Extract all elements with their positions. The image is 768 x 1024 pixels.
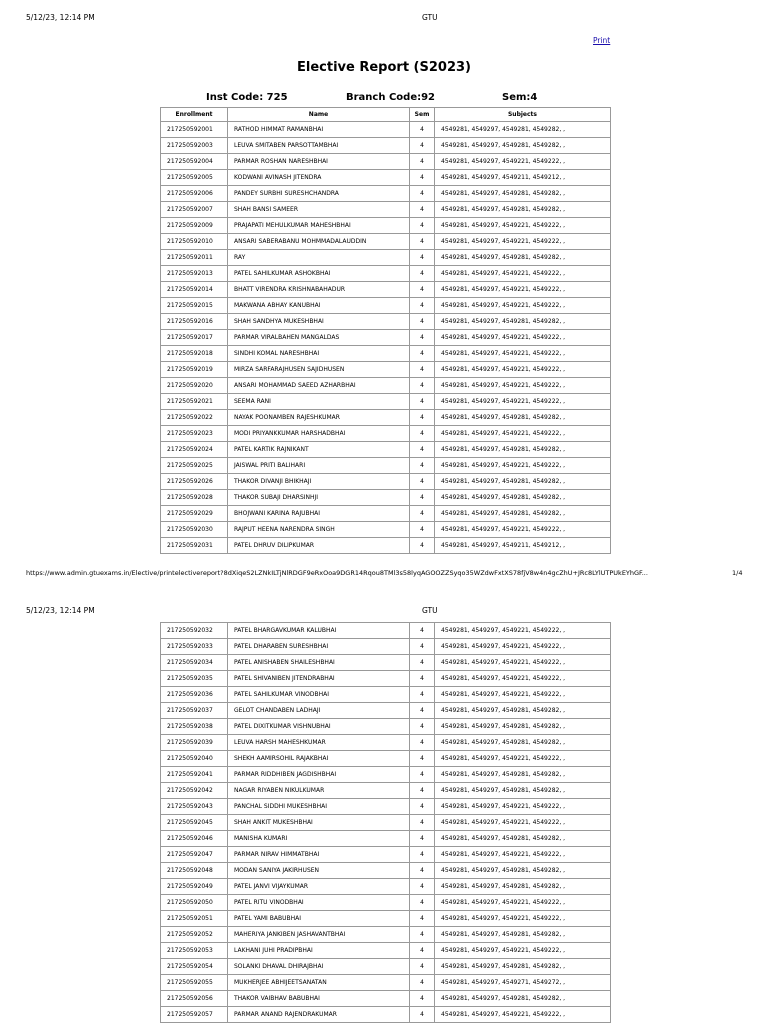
enrollment-cell: 217250592007 bbox=[161, 202, 228, 218]
table-row bbox=[161, 362, 611, 378]
name-cell: PARMAR NIRAV HIMMATBHAI bbox=[228, 847, 410, 863]
name-cell: SINDHI KOMAL NARESHBHAI bbox=[228, 346, 410, 362]
enrollment-cell: 217250592029 bbox=[161, 506, 228, 522]
enrollment-cell: 217250592056 bbox=[161, 991, 228, 1007]
name-cell: ANSARI MOHAMMAD SAEED AZHARBHAI bbox=[228, 378, 410, 394]
table-row bbox=[161, 767, 611, 783]
sem-cell: 4 bbox=[410, 991, 435, 1007]
subjects-cell: 4549281, 4549297, 4549281, 4549282, , bbox=[435, 783, 611, 799]
name-cell: MUKHERJEE ABHIJEETSANATAN bbox=[228, 975, 410, 991]
subjects-cell: 4549281, 4549297, 4549281, 4549282, , bbox=[435, 703, 611, 719]
sem-cell: 4 bbox=[410, 831, 435, 847]
table-row bbox=[161, 719, 611, 735]
name-cell: PARMAR ROSHAN NARESHBHAI bbox=[228, 154, 410, 170]
table-row bbox=[161, 911, 611, 927]
table-row bbox=[161, 138, 611, 154]
subjects-cell: 4549281, 4549297, 4549281, 4549282, , bbox=[435, 767, 611, 783]
name-cell: MODI PRIYANKKUMAR HARSHADBHAI bbox=[228, 426, 410, 442]
sem-cell: 4 bbox=[410, 282, 435, 298]
sem-cell: 4 bbox=[410, 895, 435, 911]
site-title: GTU bbox=[422, 13, 438, 22]
enrollment-cell: 217250592034 bbox=[161, 655, 228, 671]
table-row bbox=[161, 623, 611, 639]
sem-cell: 4 bbox=[410, 362, 435, 378]
table-row bbox=[161, 671, 611, 687]
sem-cell: 4 bbox=[410, 186, 435, 202]
sem-cell: 4 bbox=[410, 426, 435, 442]
sem-cell: 4 bbox=[410, 927, 435, 943]
name-cell: PATEL DIXITKUMAR VISHNUBHAI bbox=[228, 719, 410, 735]
enrollment-cell: 217250592021 bbox=[161, 394, 228, 410]
sem-cell: 4 bbox=[410, 138, 435, 154]
sem-cell: 4 bbox=[410, 506, 435, 522]
enrollment-cell: 217250592011 bbox=[161, 250, 228, 266]
sem-cell: 4 bbox=[410, 799, 435, 815]
table-row bbox=[161, 186, 611, 202]
name-cell: PATEL SAHILKUMAR VINODBHAI bbox=[228, 687, 410, 703]
enrollment-cell: 217250592054 bbox=[161, 959, 228, 975]
subjects-cell: 4549281, 4549297, 4549281, 4549282, , bbox=[435, 202, 611, 218]
table-row bbox=[161, 687, 611, 703]
enrollment-cell: 217250592009 bbox=[161, 218, 228, 234]
name-cell: MIRZA SARFARAJHUSEN SAJIDHUSEN bbox=[228, 362, 410, 378]
subjects-cell: 4549281, 4549297, 4549281, 4549282, , bbox=[435, 991, 611, 1007]
enrollment-cell: 217250592003 bbox=[161, 138, 228, 154]
subjects-cell: 4549281, 4549297, 4549221, 4549222, , bbox=[435, 1007, 611, 1023]
table-row bbox=[161, 959, 611, 975]
enrollment-cell: 217250592022 bbox=[161, 410, 228, 426]
subjects-cell: 4549281, 4549297, 4549221, 4549222, , bbox=[435, 815, 611, 831]
sem-cell: 4 bbox=[410, 170, 435, 186]
enrollment-cell: 217250592038 bbox=[161, 719, 228, 735]
name-cell: LEUVA SMITABEN PARSOTTAMBHAI bbox=[228, 138, 410, 154]
sem-cell: 4 bbox=[410, 490, 435, 506]
enrollment-cell: 217250592039 bbox=[161, 735, 228, 751]
subjects-cell: 4549281, 4549297, 4549221, 4549222, , bbox=[435, 639, 611, 655]
subjects-cell: 4549281, 4549297, 4549281, 4549282, , bbox=[435, 506, 611, 522]
name-cell: SHAH SANDHYA MUKESHBHAI bbox=[228, 314, 410, 330]
page-header bbox=[0, 13, 768, 27]
enrollment-cell: 217250592030 bbox=[161, 522, 228, 538]
enrollment-cell: 217250592015 bbox=[161, 298, 228, 314]
name-cell: PATEL DHRUV DILIPKUMAR bbox=[228, 538, 410, 554]
table-row bbox=[161, 330, 611, 346]
enrollment-cell: 217250592001 bbox=[161, 122, 228, 138]
enrollment-cell: 217250592019 bbox=[161, 362, 228, 378]
name-cell: RAY bbox=[228, 250, 410, 266]
subjects-cell: 4549281, 4549297, 4549281, 4549282, , bbox=[435, 831, 611, 847]
enrollment-cell: 217250592040 bbox=[161, 751, 228, 767]
enrollment-cell: 217250592005 bbox=[161, 170, 228, 186]
name-cell: PATEL SHIVANIBEN JITENDRABHAI bbox=[228, 671, 410, 687]
sem-cell: 4 bbox=[410, 911, 435, 927]
enrollment-cell: 217250592055 bbox=[161, 975, 228, 991]
subjects-cell: 4549281, 4549297, 4549281, 4549282, , bbox=[435, 879, 611, 895]
sem-cell: 4 bbox=[410, 975, 435, 991]
col-header-subjects: Subjects bbox=[435, 108, 611, 122]
subjects-cell: 4549281, 4549297, 4549221, 4549222, , bbox=[435, 234, 611, 250]
sem-cell: 4 bbox=[410, 122, 435, 138]
name-cell: SHAH BANSI SAMEER bbox=[228, 202, 410, 218]
subjects-cell: 4549281, 4549297, 4549281, 4549282, , bbox=[435, 442, 611, 458]
subjects-cell: 4549281, 4549297, 4549221, 4549222, , bbox=[435, 330, 611, 346]
table-row bbox=[161, 991, 611, 1007]
sem-cell: 4 bbox=[410, 298, 435, 314]
sem-cell: 4 bbox=[410, 346, 435, 362]
table-row bbox=[161, 639, 611, 655]
sem-cell: 4 bbox=[410, 474, 435, 490]
enrollment-cell: 217250592036 bbox=[161, 687, 228, 703]
sem-cell: 4 bbox=[410, 655, 435, 671]
sem-cell: 4 bbox=[410, 1007, 435, 1023]
table-row bbox=[161, 735, 611, 751]
site-title: GTU bbox=[422, 606, 438, 615]
enrollment-cell: 217250592035 bbox=[161, 671, 228, 687]
sem-cell: 4 bbox=[410, 703, 435, 719]
name-cell: NAYAK POONAMBEN RAJESHKUMAR bbox=[228, 410, 410, 426]
enrollment-cell: 217250592050 bbox=[161, 895, 228, 911]
name-cell: PANCHAL SIDDHI MUKESHBHAI bbox=[228, 799, 410, 815]
enrollment-cell: 217250592042 bbox=[161, 783, 228, 799]
sem-cell: 4 bbox=[410, 767, 435, 783]
report-title: Elective Report (S2023) bbox=[297, 60, 471, 75]
subjects-cell: 4549281, 4549297, 4549281, 4549282, , bbox=[435, 735, 611, 751]
enrollment-cell: 217250592051 bbox=[161, 911, 228, 927]
name-cell: SHAH ANKIT MUKESHBHAI bbox=[228, 815, 410, 831]
table-row bbox=[161, 250, 611, 266]
sem-cell: 4 bbox=[410, 847, 435, 863]
enrollment-cell: 217250592047 bbox=[161, 847, 228, 863]
subjects-cell: 4549281, 4549297, 4549221, 4549222, , bbox=[435, 298, 611, 314]
subjects-cell: 4549281, 4549297, 4549211, 4549212, , bbox=[435, 170, 611, 186]
subjects-cell: 4549281, 4549297, 4549281, 4549282, , bbox=[435, 719, 611, 735]
name-cell: PATEL KARTIK RAJNIKANT bbox=[228, 442, 410, 458]
subjects-cell: 4549281, 4549297, 4549281, 4549282, , bbox=[435, 490, 611, 506]
footer-url: https://www.admin.gtuexams.in/Elective/printelectivereport?8dXiqeS2LZNkILTjNlRDGF9eRxOoa9DGR14Rqou8TMl3s58lyqAGOOZZSyqo35WZdwFxtXS78fjV8w4n4gcZhU+JRc8LYlUTPUkEYhGF... bbox=[26, 569, 648, 577]
inst-code: Inst Code: 725 bbox=[206, 92, 288, 103]
print-link[interactable]: Print bbox=[593, 36, 611, 45]
subjects-cell: 4549281, 4549297, 4549221, 4549222, , bbox=[435, 394, 611, 410]
enrollment-cell: 217250592018 bbox=[161, 346, 228, 362]
table-row bbox=[161, 442, 611, 458]
subjects-cell: 4549281, 4549297, 4549281, 4549282, , bbox=[435, 927, 611, 943]
sem-cell: 4 bbox=[410, 218, 435, 234]
subjects-cell: 4549281, 4549297, 4549221, 4549222, , bbox=[435, 895, 611, 911]
enrollment-cell: 217250592031 bbox=[161, 538, 228, 554]
table-row bbox=[161, 831, 611, 847]
sem-cell: 4 bbox=[410, 522, 435, 538]
subjects-cell: 4549281, 4549297, 4549281, 4549282, , bbox=[435, 959, 611, 975]
table-row bbox=[161, 927, 611, 943]
subjects-cell: 4549281, 4549297, 4549221, 4549222, , bbox=[435, 655, 611, 671]
sem-cell: 4 bbox=[410, 394, 435, 410]
table-row bbox=[161, 458, 611, 474]
sem-cell: 4 bbox=[410, 154, 435, 170]
subjects-cell: 4549281, 4549297, 4549221, 4549222, , bbox=[435, 426, 611, 442]
elective-table-continued bbox=[160, 622, 611, 1023]
subjects-cell: 4549281, 4549297, 4549221, 4549222, , bbox=[435, 671, 611, 687]
sem-cell: 4 bbox=[410, 202, 435, 218]
enrollment-cell: 217250592028 bbox=[161, 490, 228, 506]
table-row bbox=[161, 346, 611, 362]
enrollment-cell: 217250592048 bbox=[161, 863, 228, 879]
name-cell: PATEL SAHILKUMAR ASHOKBHAI bbox=[228, 266, 410, 282]
table-row bbox=[161, 378, 611, 394]
name-cell: THAKOR SUBAJI DHARSINHJI bbox=[228, 490, 410, 506]
table-row bbox=[161, 122, 611, 138]
table-row bbox=[161, 474, 611, 490]
table-row bbox=[161, 426, 611, 442]
table-row bbox=[161, 943, 611, 959]
enrollment-cell: 217250592049 bbox=[161, 879, 228, 895]
table-row bbox=[161, 314, 611, 330]
table-row bbox=[161, 975, 611, 991]
subjects-cell: 4549281, 4549297, 4549281, 4549282, , bbox=[435, 863, 611, 879]
subjects-cell: 4549281, 4549297, 4549221, 4549222, , bbox=[435, 458, 611, 474]
table-row bbox=[161, 879, 611, 895]
table-row bbox=[161, 815, 611, 831]
name-cell: RAJPUT HEENA NARENDRA SINGH bbox=[228, 522, 410, 538]
sem-cell: 4 bbox=[410, 458, 435, 474]
sem-label: Sem:4 bbox=[502, 92, 538, 103]
subjects-cell: 4549281, 4549297, 4549211, 4549212, , bbox=[435, 538, 611, 554]
table-row bbox=[161, 1007, 611, 1023]
table-row bbox=[161, 863, 611, 879]
page-header bbox=[0, 606, 768, 620]
table-row bbox=[161, 895, 611, 911]
name-cell: KODWANI AVINASH JITENDRA bbox=[228, 170, 410, 186]
sem-cell: 4 bbox=[410, 378, 435, 394]
name-cell: PATEL DHARABEN SURESHBHAI bbox=[228, 639, 410, 655]
table-row bbox=[161, 266, 611, 282]
enrollment-cell: 217250592013 bbox=[161, 266, 228, 282]
subjects-cell: 4549281, 4549297, 4549221, 4549222, , bbox=[435, 623, 611, 639]
sem-cell: 4 bbox=[410, 943, 435, 959]
sem-cell: 4 bbox=[410, 879, 435, 895]
enrollment-cell: 217250592024 bbox=[161, 442, 228, 458]
table-row bbox=[161, 170, 611, 186]
subjects-cell: 4549281, 4549297, 4549221, 4549222, , bbox=[435, 522, 611, 538]
subjects-cell: 4549281, 4549297, 4549221, 4549222, , bbox=[435, 687, 611, 703]
subjects-cell: 4549281, 4549297, 4549281, 4549282, , bbox=[435, 410, 611, 426]
enrollment-cell: 217250592043 bbox=[161, 799, 228, 815]
subjects-cell: 4549281, 4549297, 4549221, 4549222, , bbox=[435, 346, 611, 362]
table-row bbox=[161, 703, 611, 719]
subjects-cell: 4549281, 4549297, 4549281, 4549282, , bbox=[435, 250, 611, 266]
name-cell: PATEL RITU VINODBHAI bbox=[228, 895, 410, 911]
subjects-cell: 4549281, 4549297, 4549271, 4549272, , bbox=[435, 975, 611, 991]
enrollment-cell: 217250592016 bbox=[161, 314, 228, 330]
enrollment-cell: 217250592045 bbox=[161, 815, 228, 831]
subjects-cell: 4549281, 4549297, 4549221, 4549222, , bbox=[435, 751, 611, 767]
table-row bbox=[161, 282, 611, 298]
table-row bbox=[161, 234, 611, 250]
name-cell: SHEKH AAMIRSOHIL RAJAKBHAI bbox=[228, 751, 410, 767]
subjects-cell: 4549281, 4549297, 4549281, 4549282, , bbox=[435, 314, 611, 330]
enrollment-cell: 217250592025 bbox=[161, 458, 228, 474]
table-row bbox=[161, 410, 611, 426]
name-cell: THAKOR VAIBHAV BABUBHAI bbox=[228, 991, 410, 1007]
subjects-cell: 4549281, 4549297, 4549221, 4549222, , bbox=[435, 799, 611, 815]
name-cell: BHOJWANI KARINA RAJUBHAI bbox=[228, 506, 410, 522]
sem-cell: 4 bbox=[410, 330, 435, 346]
name-cell: GELOT CHANDABEN LADHAJI bbox=[228, 703, 410, 719]
sem-cell: 4 bbox=[410, 735, 435, 751]
enrollment-cell: 217250592057 bbox=[161, 1007, 228, 1023]
sem-cell: 4 bbox=[410, 623, 435, 639]
subjects-cell: 4549281, 4549297, 4549221, 4549222, , bbox=[435, 266, 611, 282]
sem-cell: 4 bbox=[410, 314, 435, 330]
table-body bbox=[161, 623, 611, 1023]
name-cell: PARMAR VIRALBAHEN MANGALDAS bbox=[228, 330, 410, 346]
name-cell: SOLANKI DHAVAL DHIRAJBHAI bbox=[228, 959, 410, 975]
enrollment-cell: 217250592033 bbox=[161, 639, 228, 655]
subjects-cell: 4549281, 4549297, 4549221, 4549222, , bbox=[435, 378, 611, 394]
col-header-enrollment: Enrollment bbox=[161, 108, 228, 122]
name-cell: PATEL YAMI BABUBHAI bbox=[228, 911, 410, 927]
elective-table bbox=[160, 107, 611, 554]
table-row bbox=[161, 538, 611, 554]
table-row bbox=[161, 154, 611, 170]
subjects-cell: 4549281, 4549297, 4549221, 4549222, , bbox=[435, 943, 611, 959]
name-cell: PARMAR ANAND RAJENDRAKUMAR bbox=[228, 1007, 410, 1023]
enrollment-cell: 217250592010 bbox=[161, 234, 228, 250]
name-cell: RATHOD HIMMAT RAMANBHAI bbox=[228, 122, 410, 138]
sem-cell: 4 bbox=[410, 815, 435, 831]
col-header-name: Name bbox=[228, 108, 410, 122]
table-body bbox=[161, 122, 611, 554]
print-date: 5/12/23, 12:14 PM bbox=[26, 13, 95, 22]
subjects-cell: 4549281, 4549297, 4549221, 4549222, , bbox=[435, 218, 611, 234]
enrollment-cell: 217250592020 bbox=[161, 378, 228, 394]
name-cell: PARMAR RIDDHIBEN JAGDISHBHAI bbox=[228, 767, 410, 783]
enrollment-cell: 217250592032 bbox=[161, 623, 228, 639]
sem-cell: 4 bbox=[410, 687, 435, 703]
table-row bbox=[161, 490, 611, 506]
name-cell: MANISHA KUMARI bbox=[228, 831, 410, 847]
name-cell: MAHERIYA JANKIBEN JASHAVANTBHAI bbox=[228, 927, 410, 943]
sem-cell: 4 bbox=[410, 719, 435, 735]
sem-cell: 4 bbox=[410, 250, 435, 266]
table-row bbox=[161, 847, 611, 863]
name-cell: THAKOR DIVANJI BHIKHAJI bbox=[228, 474, 410, 490]
enrollment-cell: 217250592006 bbox=[161, 186, 228, 202]
table-row bbox=[161, 799, 611, 815]
table-row bbox=[161, 202, 611, 218]
subjects-cell: 4549281, 4549297, 4549221, 4549222, , bbox=[435, 911, 611, 927]
name-cell: NAGAR RIYABEN NIKULKUMAR bbox=[228, 783, 410, 799]
sem-cell: 4 bbox=[410, 783, 435, 799]
print-date: 5/12/23, 12:14 PM bbox=[26, 606, 95, 615]
name-cell: MAKWANA ABHAY KANUBHAI bbox=[228, 298, 410, 314]
table-row bbox=[161, 655, 611, 671]
enrollment-cell: 217250592053 bbox=[161, 943, 228, 959]
name-cell: ANSARI SABERABANU MOHMMADALAUDDIN bbox=[228, 234, 410, 250]
name-cell: PATEL JANVI VIJAYKUMAR bbox=[228, 879, 410, 895]
sem-cell: 4 bbox=[410, 751, 435, 767]
sem-cell: 4 bbox=[410, 442, 435, 458]
subjects-cell: 4549281, 4549297, 4549281, 4549282, , bbox=[435, 138, 611, 154]
subjects-cell: 4549281, 4549297, 4549281, 4549282, , bbox=[435, 186, 611, 202]
enrollment-cell: 217250592052 bbox=[161, 927, 228, 943]
table-row bbox=[161, 394, 611, 410]
sem-cell: 4 bbox=[410, 266, 435, 282]
name-cell: LEUVA HARSH MAHESHKUMAR bbox=[228, 735, 410, 751]
name-cell: SEEMA RANI bbox=[228, 394, 410, 410]
name-cell: JAISWAL PRITI BALIHARI bbox=[228, 458, 410, 474]
sem-cell: 4 bbox=[410, 959, 435, 975]
sem-cell: 4 bbox=[410, 234, 435, 250]
table-row bbox=[161, 783, 611, 799]
enrollment-cell: 217250592023 bbox=[161, 426, 228, 442]
subjects-cell: 4549281, 4549297, 4549281, 4549282, , bbox=[435, 474, 611, 490]
enrollment-cell: 217250592014 bbox=[161, 282, 228, 298]
branch-code: Branch Code:92 bbox=[346, 92, 436, 103]
page-number: 1/4 bbox=[732, 569, 743, 577]
name-cell: PANDEY SURBHI SURESHCHANDRA bbox=[228, 186, 410, 202]
sem-cell: 4 bbox=[410, 671, 435, 687]
sem-cell: 4 bbox=[410, 639, 435, 655]
enrollment-cell: 217250592026 bbox=[161, 474, 228, 490]
name-cell: LAKHANI JUHI PRADIPBHAI bbox=[228, 943, 410, 959]
subjects-cell: 4549281, 4549297, 4549221, 4549222, , bbox=[435, 154, 611, 170]
name-cell: PRAJAPATI MEHULKUMAR MAHESHBHAI bbox=[228, 218, 410, 234]
enrollment-cell: 217250592041 bbox=[161, 767, 228, 783]
sem-cell: 4 bbox=[410, 538, 435, 554]
name-cell: MODAN SANIYA JAKIRHUSEN bbox=[228, 863, 410, 879]
name-cell: PATEL ANISHABEN SHAILESHBHAI bbox=[228, 655, 410, 671]
table-row bbox=[161, 298, 611, 314]
name-cell: BHATT VIRENDRA KRISHNABAHADUR bbox=[228, 282, 410, 298]
table-row bbox=[161, 506, 611, 522]
subjects-cell: 4549281, 4549297, 4549281, 4549282, , bbox=[435, 122, 611, 138]
sem-cell: 4 bbox=[410, 863, 435, 879]
enrollment-cell: 217250592046 bbox=[161, 831, 228, 847]
table-row bbox=[161, 218, 611, 234]
table-row bbox=[161, 522, 611, 538]
sem-cell: 4 bbox=[410, 410, 435, 426]
subjects-cell: 4549281, 4549297, 4549221, 4549222, , bbox=[435, 282, 611, 298]
enrollment-cell: 217250592017 bbox=[161, 330, 228, 346]
enrollment-cell: 217250592037 bbox=[161, 703, 228, 719]
enrollment-cell: 217250592004 bbox=[161, 154, 228, 170]
subjects-cell: 4549281, 4549297, 4549221, 4549222, , bbox=[435, 362, 611, 378]
table-row bbox=[161, 751, 611, 767]
col-header-sem: Sem bbox=[410, 108, 435, 122]
name-cell: PATEL BHARGAVKUMAR KALUBHAI bbox=[228, 623, 410, 639]
table-header-row bbox=[161, 108, 611, 122]
subjects-cell: 4549281, 4549297, 4549221, 4549222, , bbox=[435, 847, 611, 863]
